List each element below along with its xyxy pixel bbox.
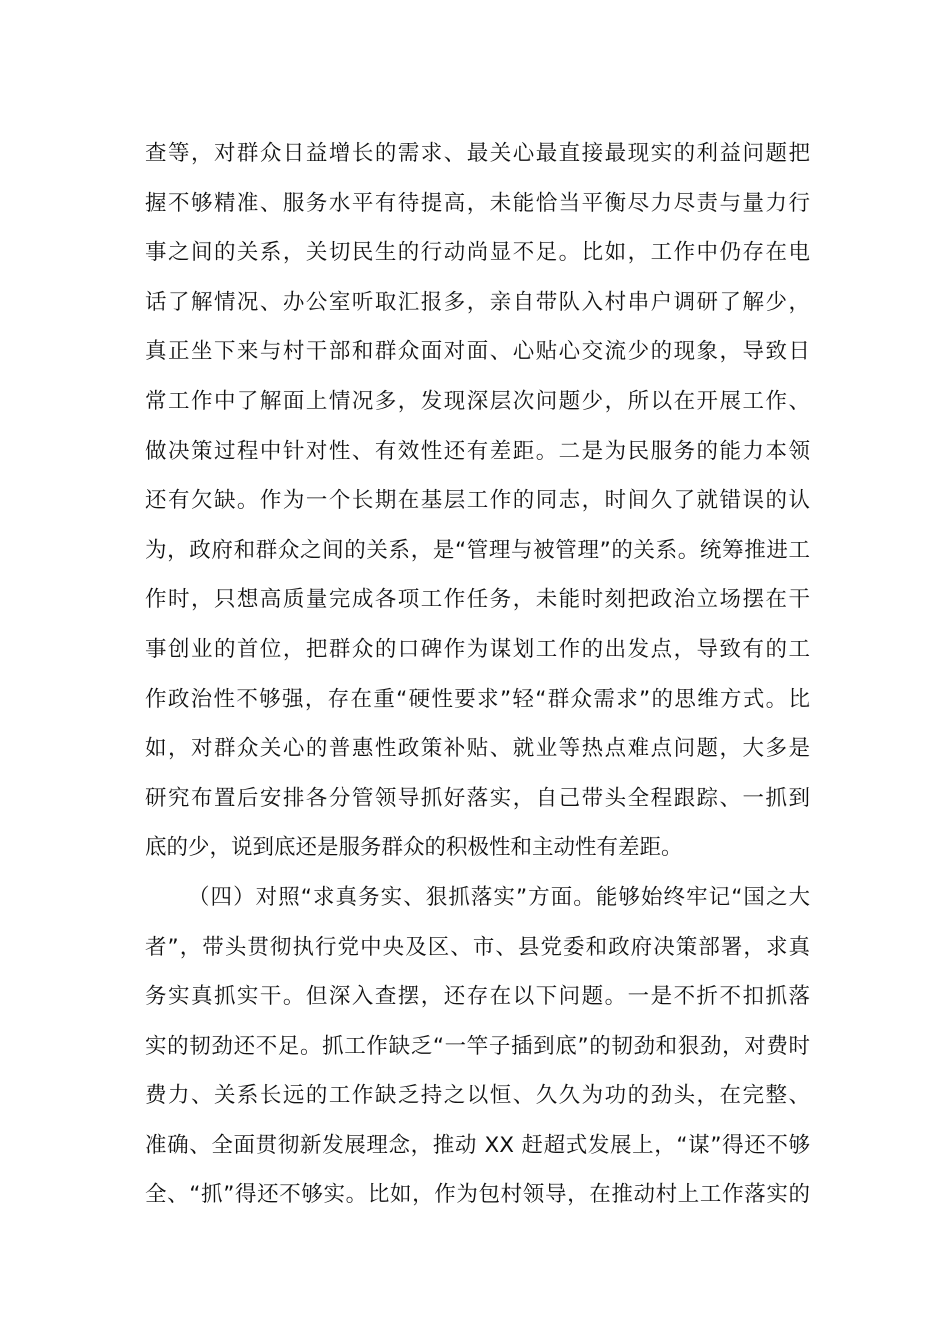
text-line: 查等，对群众日益增长的需求、最关心最直接最现实的利益问题把 [145, 141, 810, 166]
text-line: 真正坐下来与村干部和群众面对面、心贴心交流少的现象，导致日 [145, 339, 810, 365]
text-line: 话了解情况、办公室听取汇报多，亲自带队入村串户调研了解少， [145, 289, 810, 315]
text-line: 还有欠缺。作为一个长期在基层工作的同志，时间久了就错误的认 [145, 488, 810, 514]
text-line: 务实真抓实干。但深入查摆，还存在以下问题。一是不折不扣抓落 [145, 984, 810, 1010]
text-line: 握不够精准、服务水平有待提高，未能恰当平衡尽力尽责与量力行 [145, 190, 810, 216]
text-line: 事之间的关系，关切民生的行动尚显不足。比如，工作中仍存在电 [145, 240, 810, 266]
text-line: 费力、关系长远的工作缺乏持之以恒、久久为功的劲头，在完整、 [145, 1083, 810, 1109]
text-line: 底的少，说到底还是服务群众的积极性和主动性有差距。 [145, 835, 683, 861]
text-line: 为，政府和群众之间的关系，是“管理与被管理”的关系。统筹推进工 [145, 537, 810, 563]
document-body [145, 129, 810, 1220]
text-line: 研究布置后安排各分管领导抓好落实，自己带头全程跟踪、一抓到 [145, 785, 810, 811]
text-line: 准确、全面贯彻新发展理念，推动 XX 赶超式发展上，“谋”得还不够 [145, 1132, 810, 1158]
paragraph-heading-line: （四）对照“求真务实、狠抓落实”方面。能够始终牢记“国之大 [188, 884, 810, 910]
text-line: 事创业的首位，把群众的口碑作为谋划工作的出发点，导致有的工 [145, 636, 810, 662]
text-line: 实的韧劲还不足。抓工作缺乏“一竿子插到底”的韧劲和狠劲，对费时 [145, 1033, 810, 1059]
text-line: 作政治性不够强，存在重“硬性要求”轻“群众需求”的思维方式。比 [145, 686, 810, 712]
text-line: 全、“抓”得还不够实。比如，作为包村领导，在推动村上工作落实的 [145, 1182, 810, 1208]
text-line: 者”，带头贯彻执行党中央及区、市、县党委和政府决策部署，求真 [145, 934, 810, 960]
text-line: 常工作中了解面上情况多，发现深层次问题少，所以在开展工作、 [145, 388, 810, 414]
text-line: 如，对群众关心的普惠性政策补贴、就业等热点难点问题，大多是 [145, 736, 810, 762]
text-line: 作时，只想高质量完成各项工作任务，未能时刻把政治立场摆在干 [145, 587, 810, 613]
text-line: 做决策过程中针对性、有效性还有差距。二是为民服务的能力本领 [145, 438, 810, 464]
